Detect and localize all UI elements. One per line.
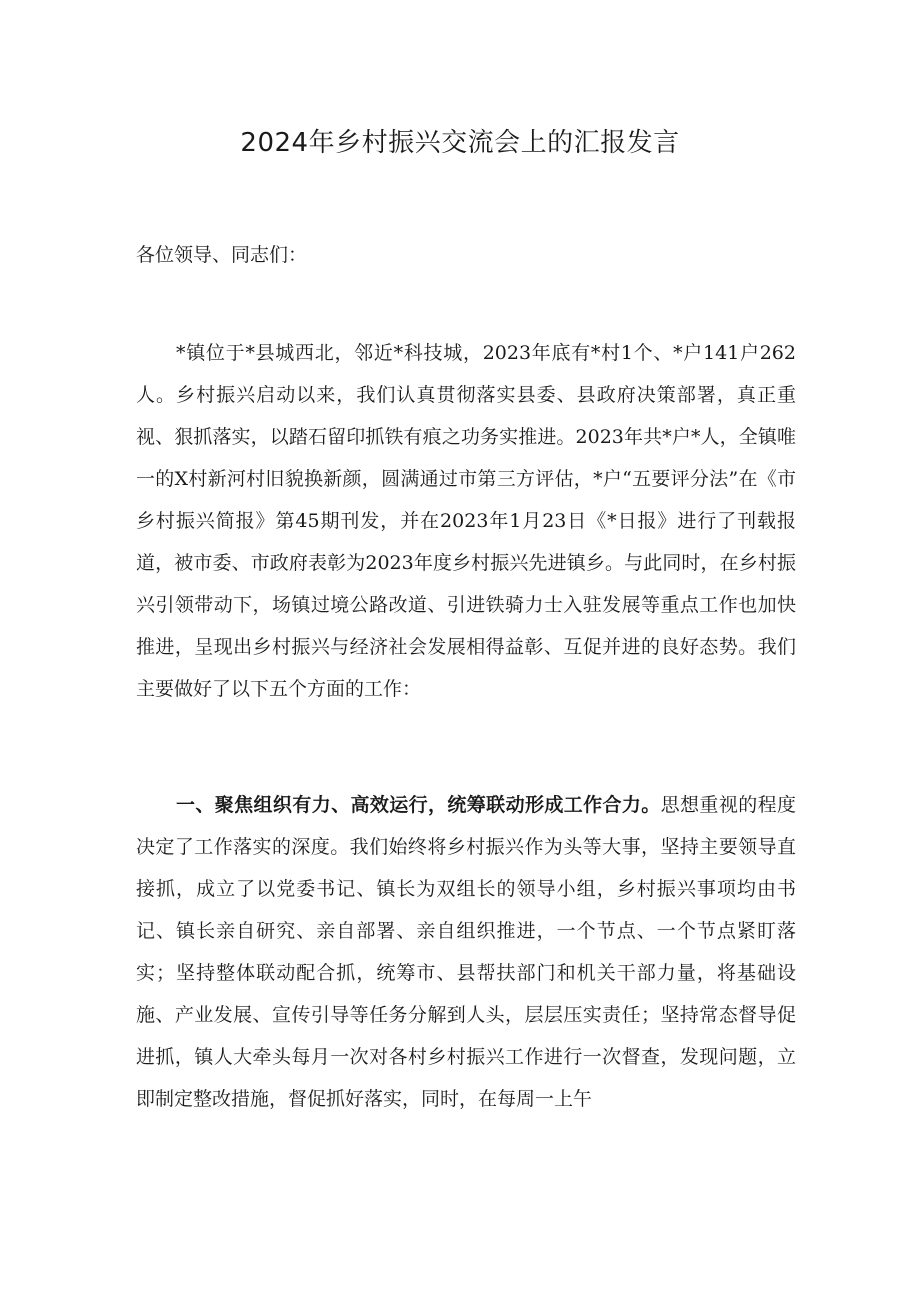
salutation: 各位领导、同志们：: [136, 244, 308, 266]
section-one-body: 思想重视的程度决定了工作落实的深度。我们始终将乡村振兴作为头等大事，坚持主要领导直接抓，成立了以党委书记、镇长为双组长的领导小组，乡村振兴事项均由书记、镇长亲自研究、亲自部署、亲自组织推进，一个节点、一个节点紧盯落实；坚持整体联动配合抓，统筹市、县帮扶部门和机关干部力量，将基础设施、产业发展、宣传引导等任务分解到人头，层层压实责任；坚持常态督导促进抓，镇人大牵头每月一次对各村乡村振兴工作进行一次督查，发现问题，立即制定整改措施，督促抓好落实，同时，在每周一上午: [136, 794, 796, 1110]
section-one-heading: 一、聚焦组织有力、高效运行，统筹联动形成工作合力。: [176, 794, 661, 816]
paragraph-intro: *镇位于*县城西北，邻近*科技城，2023年底有*村1个、*户141户262人。乡村振兴启动以来，我们认真贯彻落实县委、县政府决策部署，真正重视、狠抓落实，以踏石留印抓铁有痕之功务实推进。2023年共*户*人，全镇唯一的X村新河村旧貌换新颜，圆满通过市第三方评估，*户“五要评分法”在《市乡村振兴简报》第45期刊发，并在2023年1月23日《*日报》进行了刊载报道，被市委、市政府表彰为2023年度乡村振兴先进镇乡。与此同时，在乡村振兴引领带动下，场镇过境公路改道、引进铁骑力士入驻发展等重点工作也加快推进，呈现出乡村振兴与经济社会发展相得益彰、互促并进的良好态势。我们主要做好了以下五个方面的工作：: [136, 342, 796, 700]
document-title: 2024年乡村振兴交流会上的汇报发言: [240, 128, 680, 158]
paragraph-section-one: [136, 784, 796, 1120]
